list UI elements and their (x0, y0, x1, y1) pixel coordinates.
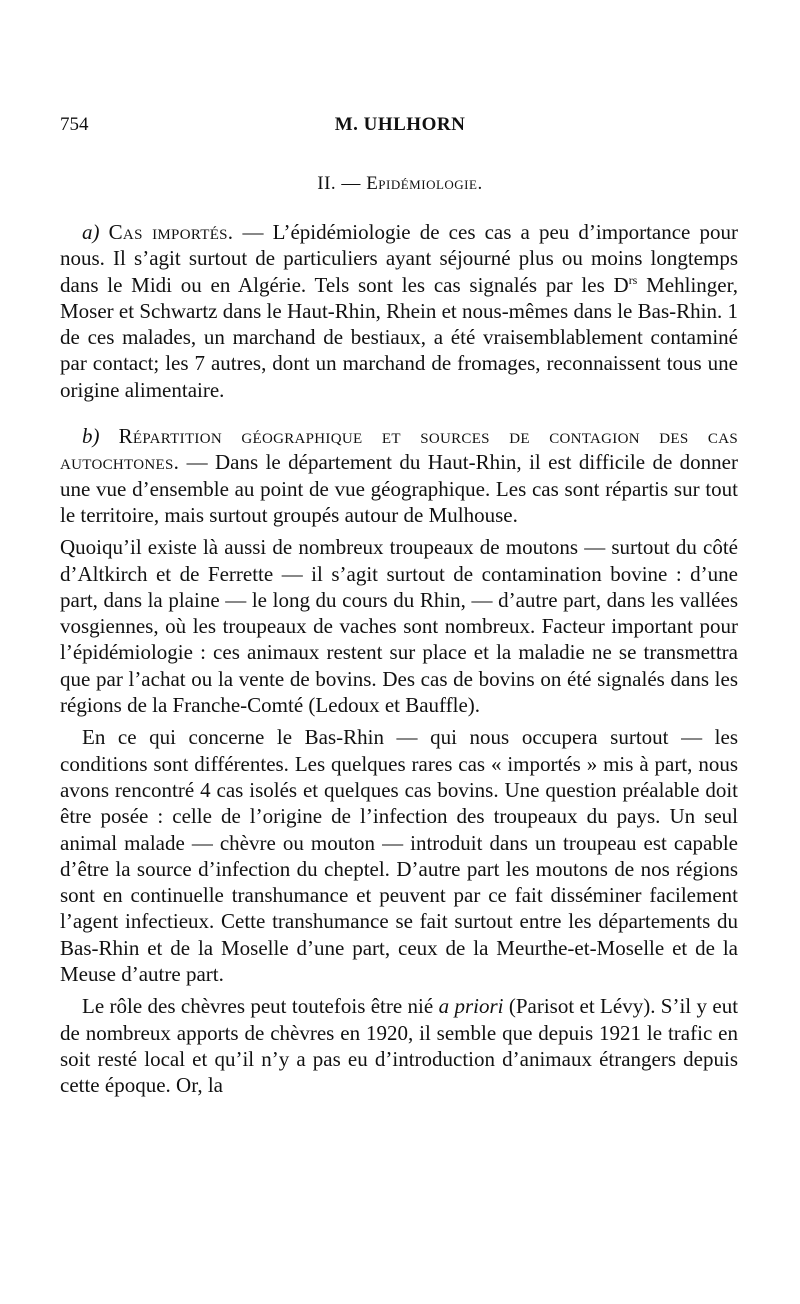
paragraph-text: — Dans le département du Haut-Rhin, il est difficile de donner une vue d’ensemble au point de vue géographique. Les cas sont répartis sur tout le territoire, mais surtout groupés autour de Mulhouse. (60, 450, 738, 527)
page-header (60, 114, 740, 144)
paragraph-label: b) (82, 424, 100, 449)
paragraph-text: Le rôle des chèvres peut toutefois être nié (82, 994, 439, 1019)
paragraph-text: Mehlinger, Moser et Schwartz dans le Haut-Rhin, Rhein et nous-mêmes dans le Bas-Rhin. 1 de ces malades, un marchand de bestiaux, a été vraisemblablement contaminé par contact; les 7 autres, dont un marchand de fromages, reconnaissent tous une origine alimentaire. (60, 272, 739, 402)
paragraph-cas-importes (60, 219, 738, 403)
paragraph-text: — L’épidémiologie de ces cas a peu d’importance pour nous. Il s’agit surtout de particuliers ayant séjourné plus ou moins longtemps dans le Midi ou en Algérie. Tels sont les cas signalés par les D (60, 220, 738, 297)
section-title (0, 173, 800, 195)
paragraph-heading: Cas importés. (108, 220, 234, 244)
paragraph-text: (Parisot et Lévy). S’il y eut de nombreux apports de chèvres en 1920, il semble que depuis 1921 le trafic en soit resté local et qu’il n’y a pas eu d’introduction d’animaux étrangers depuis cette époque. Or, la (60, 994, 739, 1098)
paragraph-label: a) (82, 220, 100, 244)
section-title-text: Epidémiologie. (366, 173, 483, 194)
paragraph-troupeaux: Quoiqu’il existe là aussi de nombreux troupeaux de moutons — surtout du côté d’Altkirch et de Ferrette — il s’agit surtout de contamination bovine : d’une part, dans la plaine — le long du cours du Rhin, — d’autre part, dans les vallées vosgiennes, où les troupeaux de vaches sont nombreux. Facteur important pour l’épidémiologie : ces animaux restent sur place et la maladie ne se transmettra que par l’achat ou la vente de bovins. Des cas de bovins on été signalés dans les régions de la Franche-Comté (Ledoux et Bauffle). (60, 535, 738, 718)
italic-phrase: a priori (438, 994, 504, 1019)
page-number: 754 (60, 114, 89, 135)
section-number: II. — (317, 173, 361, 194)
superscript: rs (628, 272, 638, 287)
running-head: M. UHLHORN (334, 114, 466, 135)
paragraph-chevres (60, 993, 738, 1098)
paragraph-repartition (60, 423, 738, 528)
paragraph-bas-rhin: En ce qui concerne le Bas-Rhin — qui nous occupera surtout — les conditions sont différentes. Les quelques rares cas « importés » mis à part, nous avons rencontré 4 cas isolés et quelques cas bovins. Une question préalable doit être posée : celle de l’origine de l’infection des troupeaux du pays. Un seul animal malade — chèvre ou mouton — introduit dans un troupeau est capable d’être la source d’infection du cheptel. D’autre part les moutons de nos régions sont en continuelle transhumance et peuvent par ce fait disséminer facilement l’agent infectieux. Cette transhumance se fait surtout entre les départements du Bas-Rhin et de la Moselle d’une part, ceux de la Meurthe-et-Moselle et de la Meuse d’autre part. (60, 725, 738, 987)
body-text (60, 219, 738, 1099)
paragraph-heading: Répartition géographique et sources de contagion des cas autochtones. (60, 424, 738, 475)
